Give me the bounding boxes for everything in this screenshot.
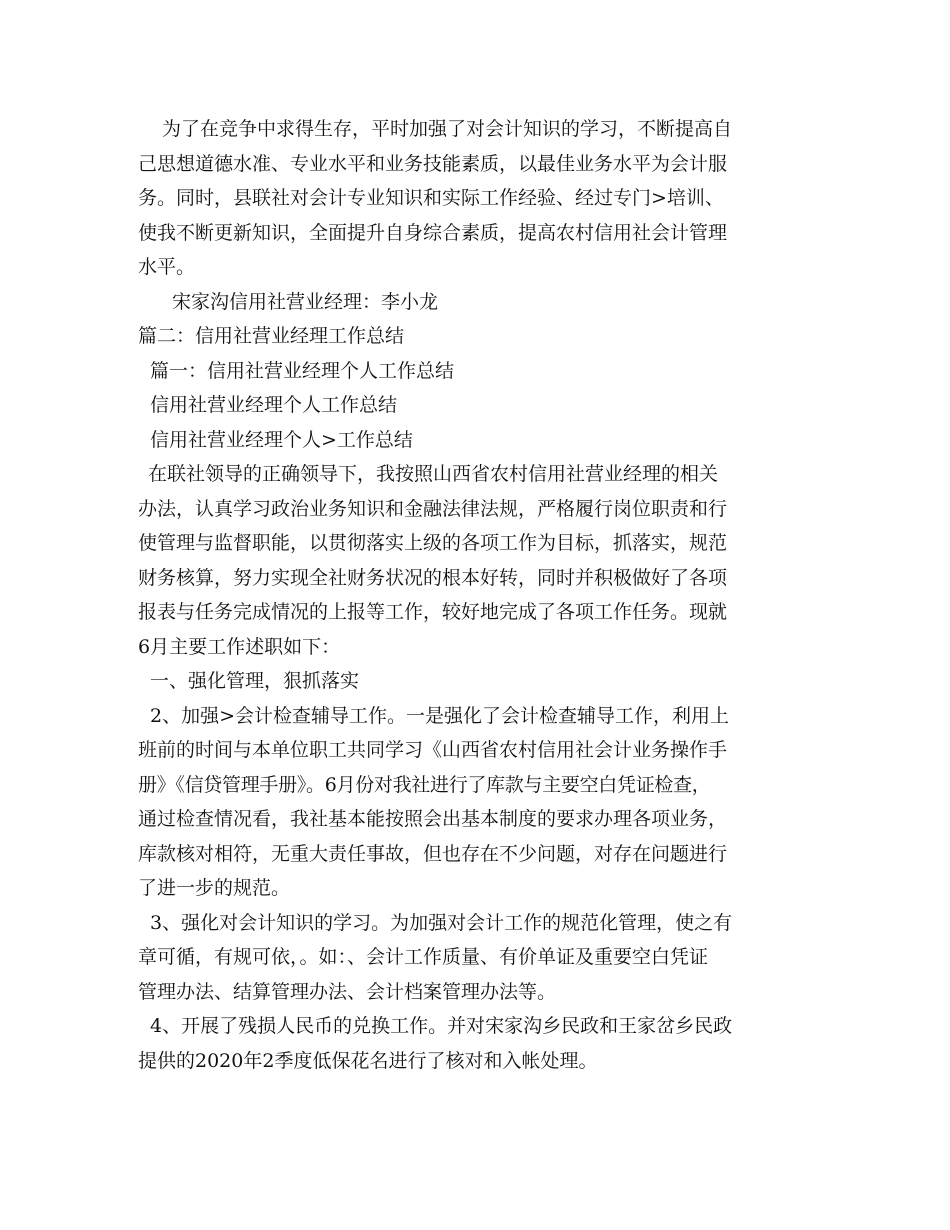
document-body: [138, 112, 830, 1078]
paragraph-line: 2、加强>会计检查辅导工作。一是强化了会计检查辅导工作，利用上: [150, 704, 730, 727]
document-title: 信用社营业经理个人>工作总结: [150, 428, 413, 451]
list-heading: 一、强化管理，狠抓落实: [150, 670, 360, 692]
signature-line: 宋家沟信用社营业经理：李小龙: [172, 290, 439, 313]
paragraph-line: 4、开展了残损人民币的兑换工作。并对宋家沟乡民政和王家岔乡民政: [150, 1015, 733, 1037]
paragraph-line: 通过检查情况看，我社基本能按照会出基本制度的要求办理各项业务，: [138, 808, 728, 830]
paragraph-line: 使我不断更新知识，全面提升自身综合素质，提高农村信用社会计管理: [138, 221, 728, 244]
paragraph-line: 提供的2020年2季度低保花名进行了核对和入帐处理。: [138, 1049, 598, 1072]
paragraph-line: 务。同时，县联社对会计专业知识和实际工作经验、经过专门>培训、: [138, 187, 724, 209]
paragraph-line: 管理办法、结算管理办法、会计档案管理办法等。: [138, 980, 557, 1003]
section-heading: 篇二：信用社营业经理工作总结: [138, 325, 405, 347]
paragraph-line: 班前的时间与本单位职工共同学习《山西省农村信用社会计业务操作手: [138, 739, 728, 761]
subsection-heading: 篇一：信用社营业经理个人工作总结: [150, 359, 455, 382]
paragraph-line: 报表与任务完成情况的上报等工作，较好地完成了各项工作任务。现就: [138, 601, 728, 623]
paragraph-line: 章可循，有规可依，。如：、会计工作质量、有价单证及重要空白凭证: [138, 946, 709, 968]
paragraph-line: 了进一步的规范。: [138, 877, 291, 899]
paragraph-line: 库款核对相符，无重大责任事故，但也存在不少问题，对存在问题进行: [138, 842, 728, 865]
paragraph-line: 己思想道德水准、专业水平和业务技能素质，以最佳业务水平为会计服: [138, 152, 728, 175]
paragraph-line: 6月主要工作述职如下：: [138, 635, 341, 658]
paragraph-line: 使管理与监督职能，以贯彻落实上级的各项工作为目标，抓落实，规范: [138, 532, 728, 554]
paragraph-line: 为了在竞争中求得生存，平时加强了对会计知识的学习，不断提高自: [162, 118, 733, 140]
paragraph-line: 册》《信贷管理手册》。6月份对我社进行了库款与主要空白凭证检查，: [138, 773, 711, 796]
paragraph-line: 水平。: [138, 256, 196, 278]
paragraph-line: 在联社领导的正确领导下，我按照山西省农村信用社营业经理的相关: [148, 463, 719, 485]
paragraph-line: 财务核算，努力实现全社财务状况的根本好转，同时并积极做好了各项: [138, 566, 728, 589]
paragraph-line: 3、强化对会计知识的学习。为加强对会计工作的规范化管理，使之有: [150, 911, 733, 934]
document-title: 信用社营业经理个人工作总结: [150, 394, 398, 416]
paragraph-line: 办法，认真学习政治业务知识和金融法律法规，严格履行岗位职责和行: [138, 497, 728, 520]
